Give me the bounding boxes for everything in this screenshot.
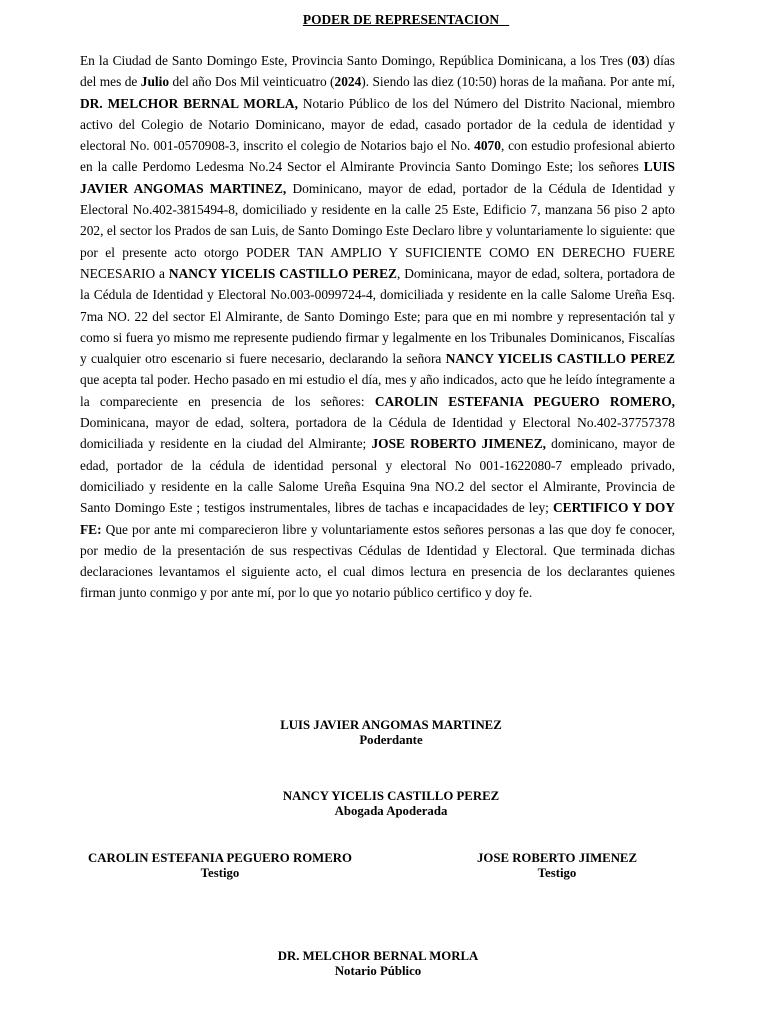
bold-text-run: NANCY YICELIS CASTILLO PEREZ [168, 265, 397, 281]
signature-role: Testigo [200, 866, 240, 880]
signature-poderdante [190, 718, 592, 748]
text-run: que acepta tal poder. Hecho pasado en mi estudio el día, mes y año indicados, acto que he leído íntegramente a la compareciente en presencia de los señores: [80, 372, 675, 409]
bold-text-run: CAROLIN ESTEFANIA PEGUERO ROMERO, [374, 393, 676, 409]
bold-text-run: CERTIFICO Y DOY FE: [80, 500, 675, 537]
text-run: , con estudio profesional abierto en la calle Perdomo Ledesma No.24 Sector el Almirante Provincia Santo Domingo Este; los señores [80, 138, 675, 175]
bold-text-run: 4070 [474, 138, 501, 154]
bold-text-run: Julio [140, 74, 170, 90]
text-run: En la Ciudad de Santo Domingo Este, Provincia Santo Domingo, República Dominicana, a los Tres ( [80, 53, 632, 68]
signature-name: JOSE ROBERTO JIMENEZ [476, 851, 638, 865]
signature-testigo-1 [70, 851, 370, 881]
signature-name: LUIS JAVIER ANGOMAS MARTINEZ [280, 718, 502, 732]
text-run: Notario Público de los del Número del Distrito Nacional, miembro activo del Colegio de Notario Dominicano, mayor de edad, casado portador de la cedula de identidad y electoral No. 001-0570908-3, inscrito el colegio de Notarios bajo el No. [80, 95, 675, 154]
bold-text-run: 03 [631, 53, 645, 68]
text-run: ). Siendo las diez (10:50) horas de la mañana. Por ante mí, [361, 74, 675, 90]
signature-role: Poderdante [359, 733, 423, 747]
text-run: Dominicana, mayor de edad, soltera, portadora de la Cédula de Identidad y Electoral No.402-37757378 domiciliada y residente en la ciudad del Almirante; [80, 415, 675, 452]
bold-text-run: JOSE ROBERTO JIMENEZ, [371, 436, 546, 452]
bold-text-run: LUIS JAVIER ANGOMAS MARTINEZ, [80, 159, 675, 196]
signature-apoderada [190, 789, 592, 819]
text-run: ) días del mes de [80, 53, 675, 90]
text-run: del año Dos Mil veinticuatro ( [169, 74, 335, 90]
signature-role: Notario Público [334, 964, 422, 978]
bold-text-run: 2024 [334, 74, 362, 90]
signature-name: NANCY YICELIS CASTILLO PEREZ [282, 789, 500, 803]
text-run: , Dominicana, mayor de edad, soltera, portadora de la Cédula de Identidad y Electoral No.003-0099724-4, domiciliada y residente en la calle Salome Ureña Esq. 7ma NO. 22 del sector El Almirante, de Santo Domingo Este; para que en mi nombre y representación tal y como si fuera yo mismo me represente pudiendo firmar y legalmente en los Tribunales Dominicanos, Fiscalías y cualquier otro escenario si fuere necesario, declarando la señora [80, 265, 676, 367]
bold-text-run: DR. MELCHOR BERNAL MORLA, [80, 95, 298, 111]
signature-name: CAROLIN ESTEFANIA PEGUERO ROMERO [88, 851, 352, 865]
signature-role: Testigo [537, 866, 577, 880]
signature-testigo-2 [452, 851, 662, 881]
signature-notario [177, 949, 579, 979]
document-body [80, 50, 675, 604]
signature-role: Abogada Apoderada [334, 804, 448, 818]
bold-text-run: NANCY YICELIS CASTILLO PEREZ [445, 351, 676, 367]
text-run: Dominicano, mayor de edad, portador de la Cédula de Identidad y Electoral No.402-3815494-8, domiciliado y residente en la calle 25 Este, Edificio 7, manzana 56 piso 2 apto 202, el sector los Prados de san Luis, de Santo Domingo Este Declaro libre y voluntariamente lo siguiente: que por el presente acto otorgo PODER TAN AMPLIO Y SUFICIENTE COMO EN DERECHO FUERE NECESARIO a [80, 180, 675, 281]
text-run: dominicano, mayor de edad, portador de la cédula de identidad personal y electoral No 001-1622080-7 empleado privado, domiciliado y residente en la calle Salome Ureña Esquina 9na NO.2 del sector el Almirante, Provincia de Santo Domingo Este ; testigos instrumentales, libres de tachas e incapacidades de ley; [80, 436, 675, 516]
signature-name: DR. MELCHOR BERNAL MORLA [277, 949, 479, 963]
document-title: PODER DE REPRESENTACION [302, 12, 510, 27]
text-run: Que por ante mi comparecieron libre y voluntariamente estos señores personas a las que doy fe conocer, por medio de la presentación de sus respectivas Cédulas de Identidad y Electoral. Que terminada dichas declaraciones levantamos el siguiente acto, el cual dimos lectura en presencia de los declarantes quienes firman junto conmigo y por ante mí, por lo que yo notario público certifico y doy fe. [80, 521, 675, 601]
